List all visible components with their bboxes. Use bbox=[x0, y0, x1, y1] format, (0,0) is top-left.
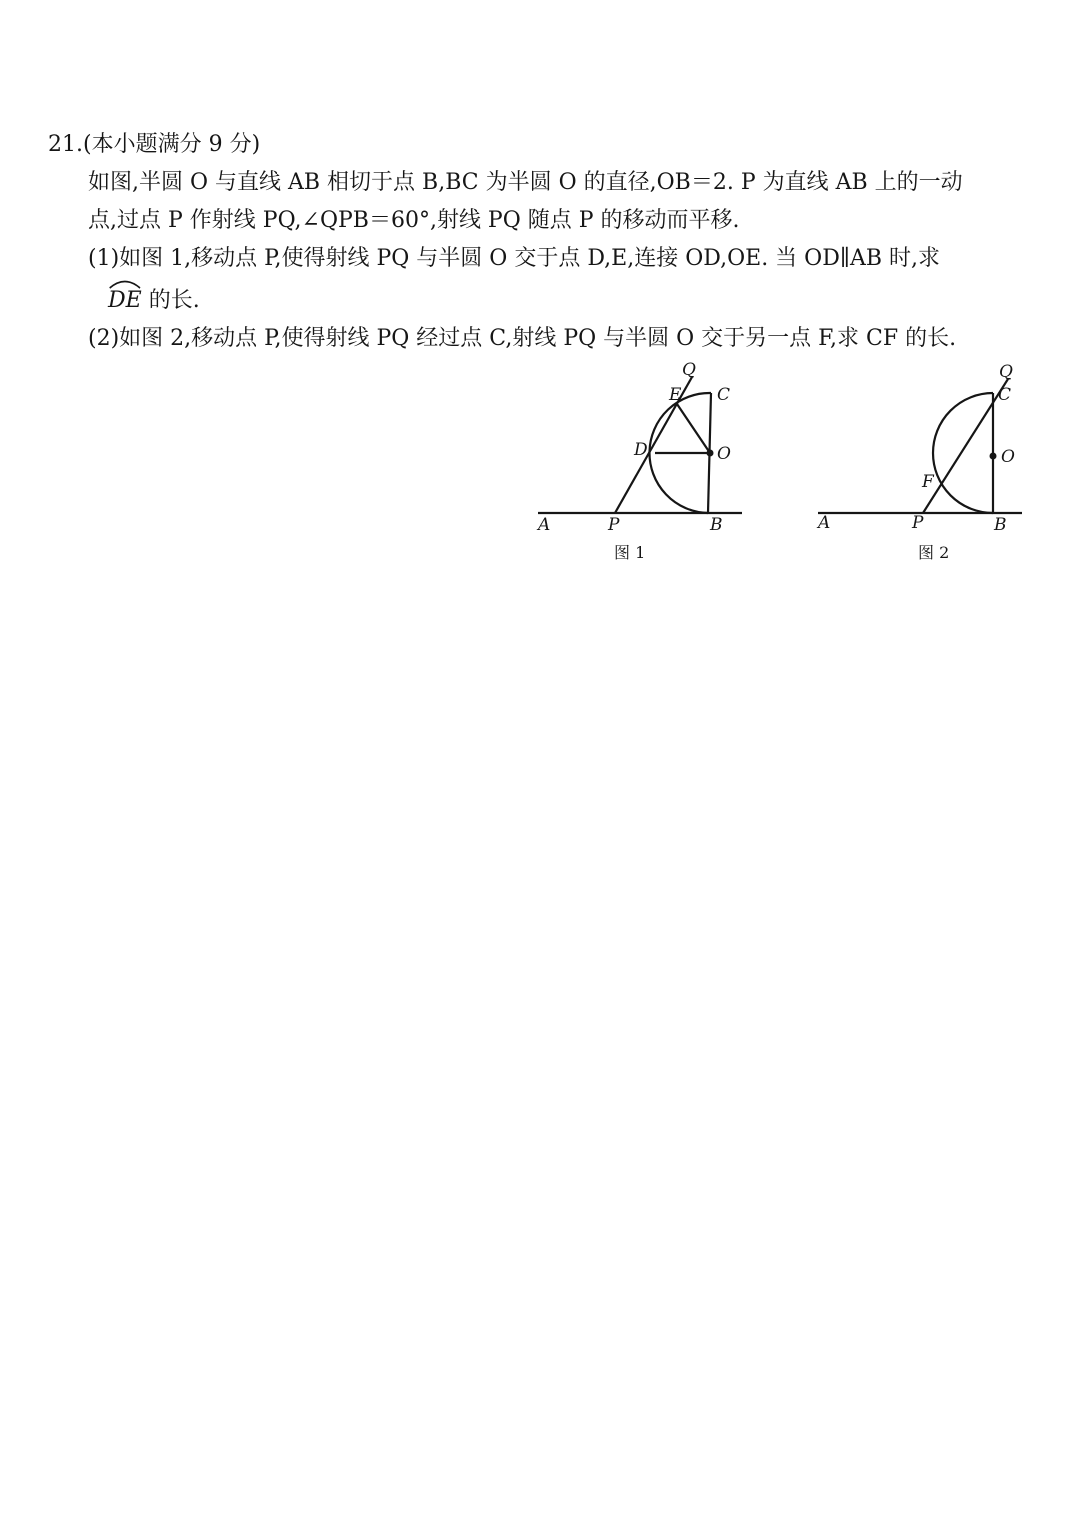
part1-line-2-tail: 的长. bbox=[141, 288, 200, 313]
fig1-segment-oe bbox=[677, 404, 710, 453]
fig1-label-o: O bbox=[717, 444, 731, 464]
arc-de bbox=[108, 286, 142, 316]
arc-mark-icon bbox=[108, 277, 142, 289]
fig1-caption: 图 1 bbox=[614, 543, 646, 562]
part2-line: (2)如图 2,移动点 P,使得射线 PQ 经过点 C,射线 PQ 与半圆 O 交于另一点 F,求 CF 的长. bbox=[88, 326, 957, 351]
fig2-label-a: A bbox=[818, 513, 831, 533]
arc-de-label: DE bbox=[108, 288, 142, 313]
fig1-label-b: B bbox=[710, 515, 723, 535]
stem-line-1: 如图,半圆 O 与直线 AB 相切于点 B,BC 为半圆 O 的直径,OB＝2. P 为直线 AB 上的一动 bbox=[88, 170, 963, 195]
fig2-center-dot bbox=[990, 453, 997, 460]
part1-line-2 bbox=[88, 286, 200, 316]
figure-1 bbox=[530, 355, 760, 570]
fig2-label-o: O bbox=[1001, 447, 1015, 467]
fig1-label-p: P bbox=[608, 515, 620, 535]
fig2-label-q: Q bbox=[999, 362, 1013, 382]
question-number: 21. bbox=[48, 132, 83, 157]
fig2-label-c: C bbox=[998, 385, 1012, 405]
fig2-label-p: P bbox=[912, 513, 924, 533]
fig1-label-d: D bbox=[634, 440, 648, 460]
score-note: (本小题满分 9 分) bbox=[83, 132, 261, 157]
fig1-label-q: Q bbox=[682, 360, 696, 380]
fig2-label-b: B bbox=[994, 515, 1007, 535]
fig1-label-a: A bbox=[538, 515, 551, 535]
fig2-semicircle bbox=[933, 393, 993, 513]
fig2-label-f: F bbox=[922, 472, 934, 492]
fig1-label-e: E bbox=[669, 385, 682, 405]
fig2-caption: 图 2 bbox=[918, 543, 950, 562]
stem-line-2: 点,过点 P 作射线 PQ,∠QPB＝60°,射线 PQ 随点 P 的移动而平移. bbox=[88, 208, 740, 233]
fig1-center-dot bbox=[707, 450, 714, 457]
figure-2 bbox=[810, 355, 1040, 570]
part1-line-1: (1)如图 1,移动点 P,使得射线 PQ 与半圆 O 交于点 D,E,连接 OD,OE. 当 OD∥AB 时,求 bbox=[88, 246, 941, 271]
fig1-label-c: C bbox=[717, 385, 731, 405]
question-header bbox=[48, 130, 260, 160]
